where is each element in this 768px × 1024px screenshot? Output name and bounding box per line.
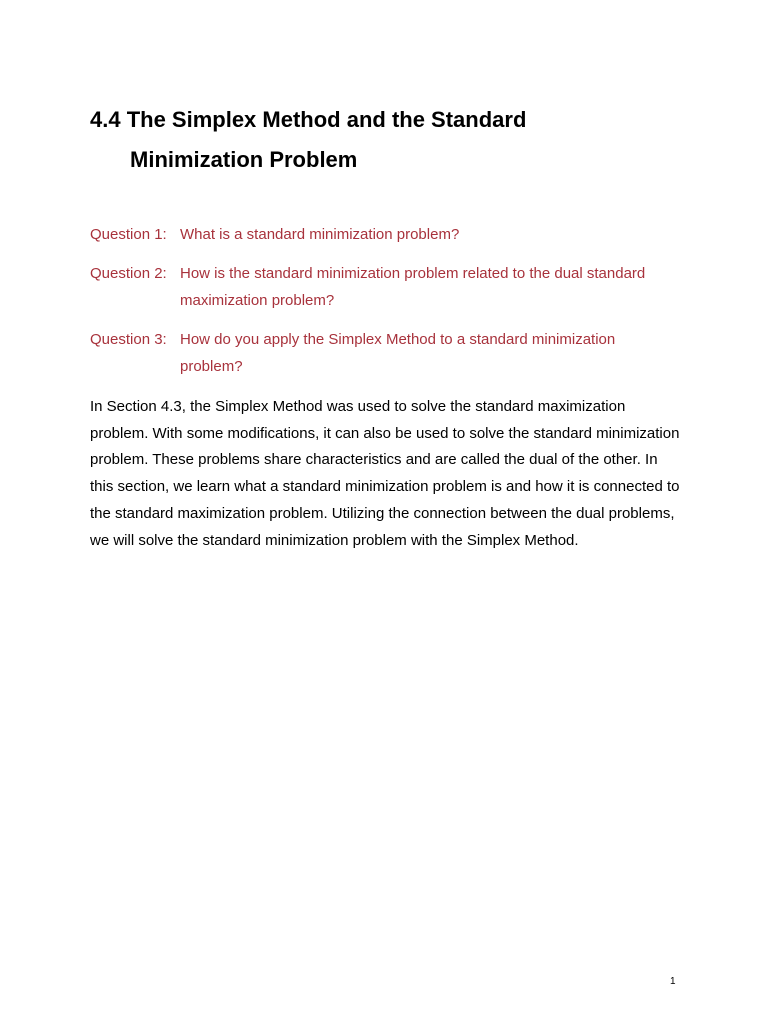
- section-title-continued: Minimization Problem: [130, 147, 358, 172]
- section-title: 4.4 The Simplex Method and the Standard: [90, 107, 527, 132]
- question-3-text: How do you apply the Simplex Method to a standard minimization problem?: [180, 331, 616, 375]
- question-1-text: What is a standard minimization problem?: [180, 226, 460, 243]
- question-3: [90, 326, 690, 380]
- question-2-text: How is the standard minimization problem related to the dual standard maximization problem?: [180, 265, 646, 309]
- question-2: [90, 260, 690, 314]
- question-1: [90, 221, 690, 248]
- question-1-label: Question 1:: [90, 226, 167, 243]
- intro-paragraph: In Section 4.3, the Simplex Method was used to solve the standard maximization problem. With some modifications, it can also be used to solve the standard minimization problem. These problems share characteristics and are called the dual of the other. In this section, we learn what a standard minimization problem is and how it is connected to the standard maximization problem. Utilizing the connection between the dual problems, we will solve the standard minimization problem with the Simplex Method.: [90, 398, 680, 549]
- question-2-label: Question 2:: [90, 265, 167, 282]
- page-number: 1: [670, 976, 676, 987]
- question-3-label: Question 3:: [90, 331, 167, 348]
